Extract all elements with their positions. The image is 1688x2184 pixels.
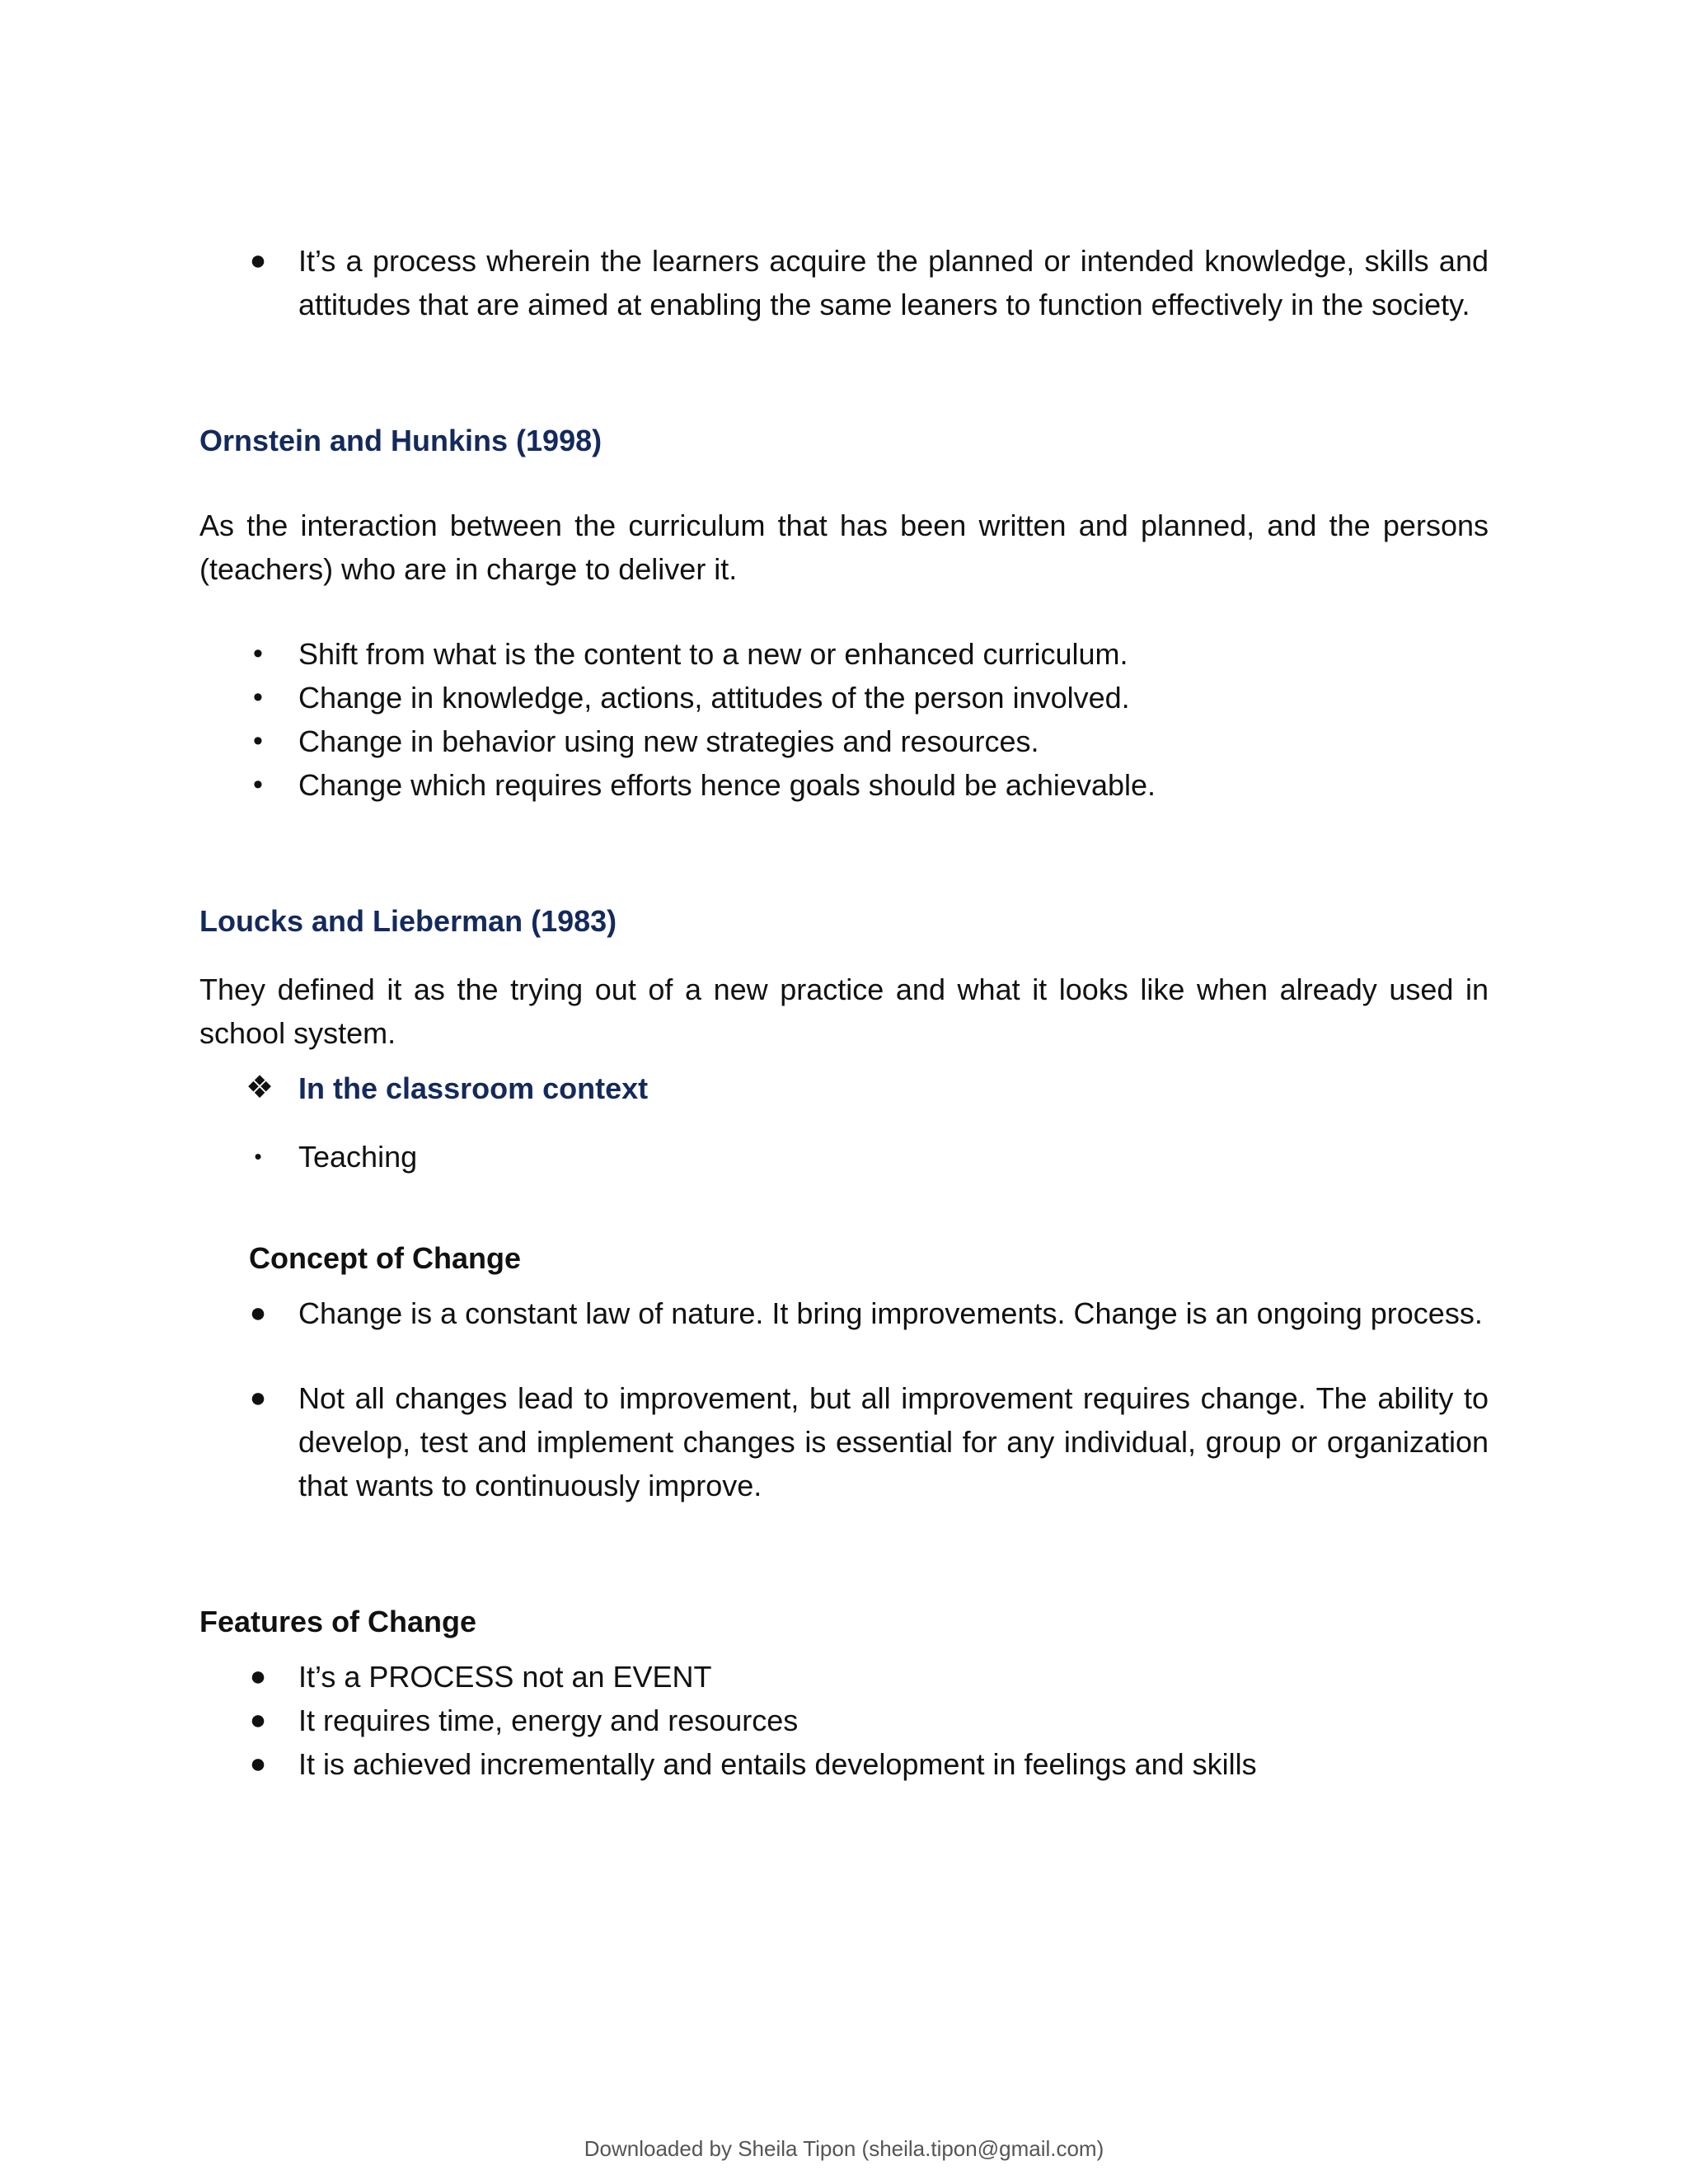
list-item: [199, 676, 1489, 719]
classroom-context-heading: [199, 1066, 1489, 1110]
list-item-text: It’s a PROCESS not an EVENT: [298, 1660, 712, 1694]
bullet-dot-icon: ●: [249, 1382, 267, 1413]
diamond-bullet-icon: ❖: [246, 1071, 274, 1105]
list-item-text: Change in behavior using new strategies and resources.: [298, 724, 1039, 758]
concept-heading: Concept of Change: [249, 1241, 521, 1275]
list-item-text: It requires time, energy and resources: [298, 1704, 799, 1737]
list-item: [199, 1291, 1489, 1335]
bullet-dot-icon: •: [253, 638, 263, 669]
section-paragraph-loucks: They defined it as the trying out of a new practice and what it looks like when already used in school system.: [199, 972, 1489, 1050]
features-heading: Features of Change: [199, 1605, 477, 1638]
bullet-dot-icon: •: [253, 725, 263, 757]
intro-bullet: [199, 239, 1489, 326]
bullet-dot-icon: •: [254, 1144, 262, 1169]
list-item: [199, 1742, 1489, 1786]
bullet-dot-icon: ●: [249, 1297, 267, 1329]
list-item-text: Not all changes lead to improvement, but all improvement requires change. The ability to develop, test and implement changes is essential for any individual, group or organization that wants to continuously improve.: [298, 1381, 1489, 1502]
list-item-text: Shift from what is the content to a new or enhanced curriculum.: [298, 637, 1128, 671]
bullet-dot-icon: ●: [249, 1704, 267, 1736]
list-item: [199, 1655, 1489, 1699]
list-item: [199, 632, 1489, 676]
section-paragraph-ornstein: As the interaction between the curriculum that has been written and planned, and the persons (teachers) who are in charge to deliver it.: [199, 509, 1489, 586]
list-item-text: It is achieved incrementally and entails development in feelings and skills: [298, 1747, 1257, 1781]
list-item: [199, 1699, 1489, 1742]
list-item-text: Change in knowledge, actions, attitudes of the person involved.: [298, 681, 1130, 715]
classroom-context-text: In the classroom context: [298, 1071, 649, 1105]
bullet-dot-icon: ●: [249, 1748, 267, 1779]
list-item: [199, 1376, 1489, 1507]
classroom-item: [199, 1135, 1489, 1179]
download-footer: Downloaded by Sheila Tipon (sheila.tipon@gmail.com): [584, 2136, 1104, 2161]
section-heading-loucks: Loucks and Lieberman (1983): [199, 904, 617, 938]
bullet-dot-icon: ●: [249, 245, 267, 276]
list-item-text: Change is a constant law of nature. It bring improvements. Change is an ongoing process.: [298, 1296, 1483, 1330]
list-item-text: Change which requires efforts hence goals should be achievable.: [298, 768, 1156, 802]
intro-bullet-text: It’s a process wherein the learners acquire the planned or intended knowledge, skills and attitudes that are aimed at enabling the same leaners to function effectively in the society.: [298, 244, 1489, 321]
list-item: [199, 763, 1489, 807]
bullet-dot-icon: ●: [249, 1661, 267, 1692]
section-heading-ornstein: Ornstein and Hunkins (1998): [199, 424, 603, 457]
bullet-dot-icon: •: [253, 682, 263, 713]
page-content: [199, 239, 1489, 1786]
bullet-dot-icon: •: [253, 769, 263, 800]
classroom-item-text: Teaching: [298, 1140, 418, 1174]
list-item: [199, 719, 1489, 763]
